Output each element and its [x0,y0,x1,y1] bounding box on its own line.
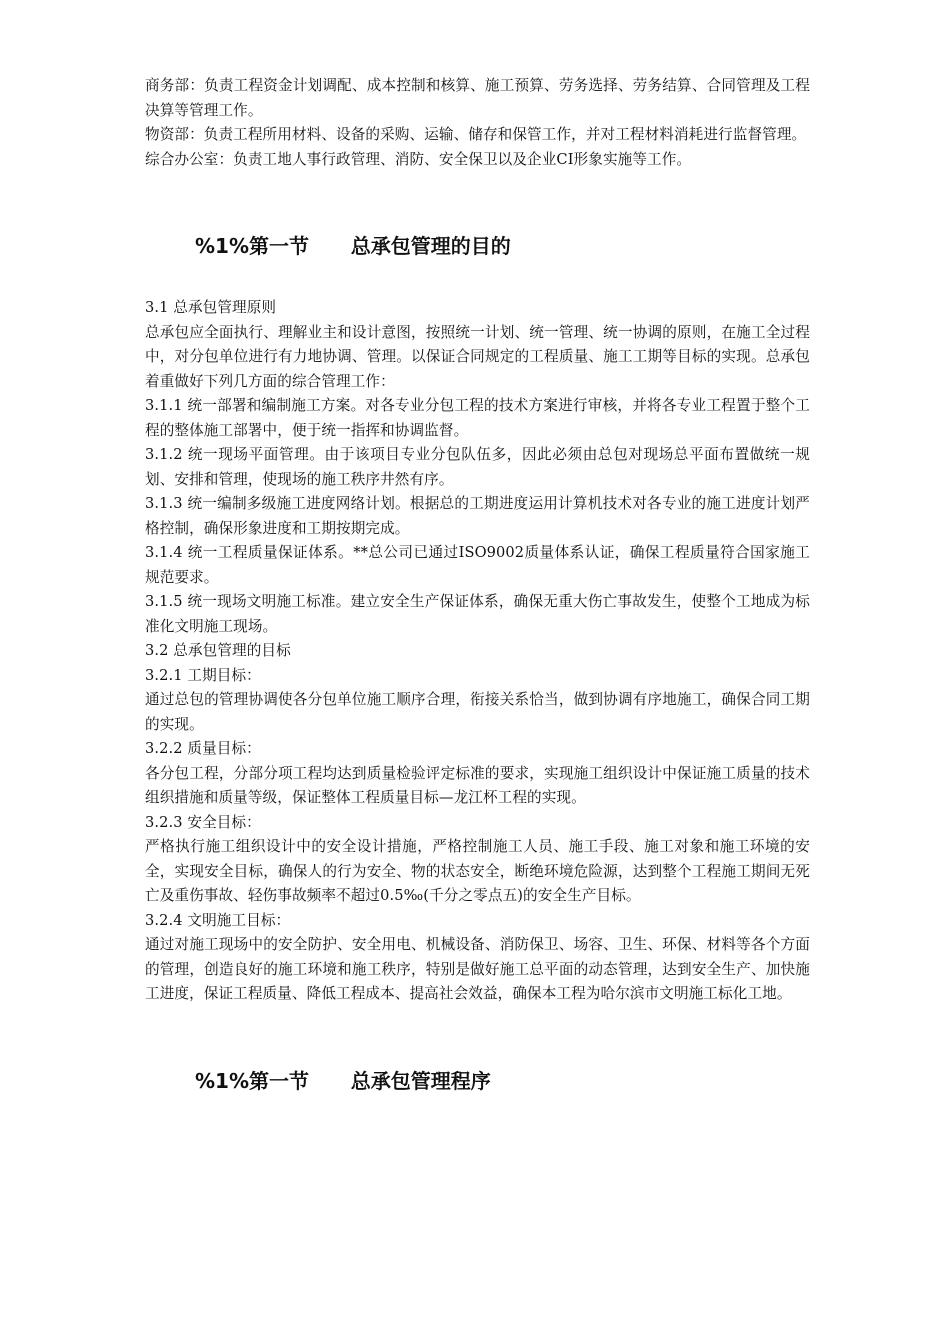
document-page [145,74,810,1095]
body-paragraph: 通过总包的管理协调使各分包单位施工顺序合理，衔接关系恰当，做到协调有序地施工，确保合同工期的实现。 [145,691,810,733]
body-paragraph: 3.1.4 统一工程质量保证体系。**总公司已通过ISO9002质量体系认证，确保工程质量符合国家施工规范要求。 [145,544,810,586]
subsection-title: 3.2.1 工期目标： [145,666,261,684]
body-paragraph: 总承包应全面执行、理解业主和设计意图，按照统一计划、统一管理、统一协调的原则，在施工全过程中，对分包单位进行有力地协调、管理。以保证合同规定的工程质量、施工工期等目标的实现。总承包着重做好下列几方面的综合管理工作： [145,323,810,390]
subsection-title: 3.2.3 安全目标： [145,813,261,831]
body-paragraph: 3.1.1 统一部署和编制施工方案。对各专业分包工程的技术方案进行审核，并将各专业工程置于整个工程的整体施工部署中，便于统一指挥和协调监督。 [145,397,810,439]
body-paragraph: 通过对施工现场中的安全防护、安全用电、机械设备、消防保卫、场容、卫生、环保、材料等各个方面的管理，创造良好的施工环境和施工秩序，特别是做好施工总平面的动态管理，达到安全生产、加快施工进度，保证工程质量、降低工程成本、提高社会效益，确保本工程为哈尔滨市文明施工标化工地。 [145,936,810,1002]
section-heading-procedure: %1%第一节 总承包管理程序 [195,1068,491,1093]
section-heading-purpose: %1%第一节 总承包管理的目的 [195,234,511,258]
intro-paragraph-office: 综合办公室：负责工地人事行政管理、消防、安全保卫以及企业CI形象实施等工作。 [145,150,692,168]
subsection-title: 3.2.4 文明施工目标： [145,911,291,929]
body-paragraph: 各分包工程，分部分项工程均达到质量检验评定标准的要求，实现施工组织设计中保证施工质量的技术组织措施和质量等级，保证整体工程质量目标—龙江杯工程的实现。 [145,764,810,806]
body-paragraph: 3.1.2 统一现场平面管理。由于该项目专业分包队伍多，因此必须由总包对现场总平面布置做统一规划、安排和管理，使现场的施工秩序井然有序。 [145,446,810,488]
intro-paragraph-materials: 物资部：负责工程所用材料、设备的采购、运输、储存和保管工作，并对工程材料消耗进行监督管理。 [145,126,807,143]
body-paragraph: 3.1.3 统一编制多级施工进度网络计划。根据总的工期进度运用计算机技术对各专业的施工进度计划严格控制，确保形象进度和工期按期完成。 [145,495,810,537]
subsection-title: 3.2.2 质量目标： [145,740,261,757]
intro-paragraph-commerce: 商务部：负责工程资金计划调配、成本控制和核算、施工预算、劳务选择、劳务结算、合同管理及工程决算等管理工作。 [145,77,810,119]
subsection-title: 3.2 总承包管理的目标 [145,642,291,659]
subsection-title: 3.1 总承包管理原则 [145,299,277,316]
body-paragraph: 严格执行施工组织设计中的安全设计措施，严格控制施工人员、施工手段、施工对象和施工环境的安全，实现安全目标，确保人的行为安全、物的状态安全，断绝环境危险源，达到整个工程施工期间无死亡及重伤事故、轻伤事故频率不超过0.5‰(千分之零点五)的安全生产目标。 [145,838,810,904]
body-paragraph: 3.1.5 统一现场文明施工标准。建立安全生产保证体系，确保无重大伤亡事故发生，使整个工地成为标准化文明施工现场。 [145,593,810,635]
